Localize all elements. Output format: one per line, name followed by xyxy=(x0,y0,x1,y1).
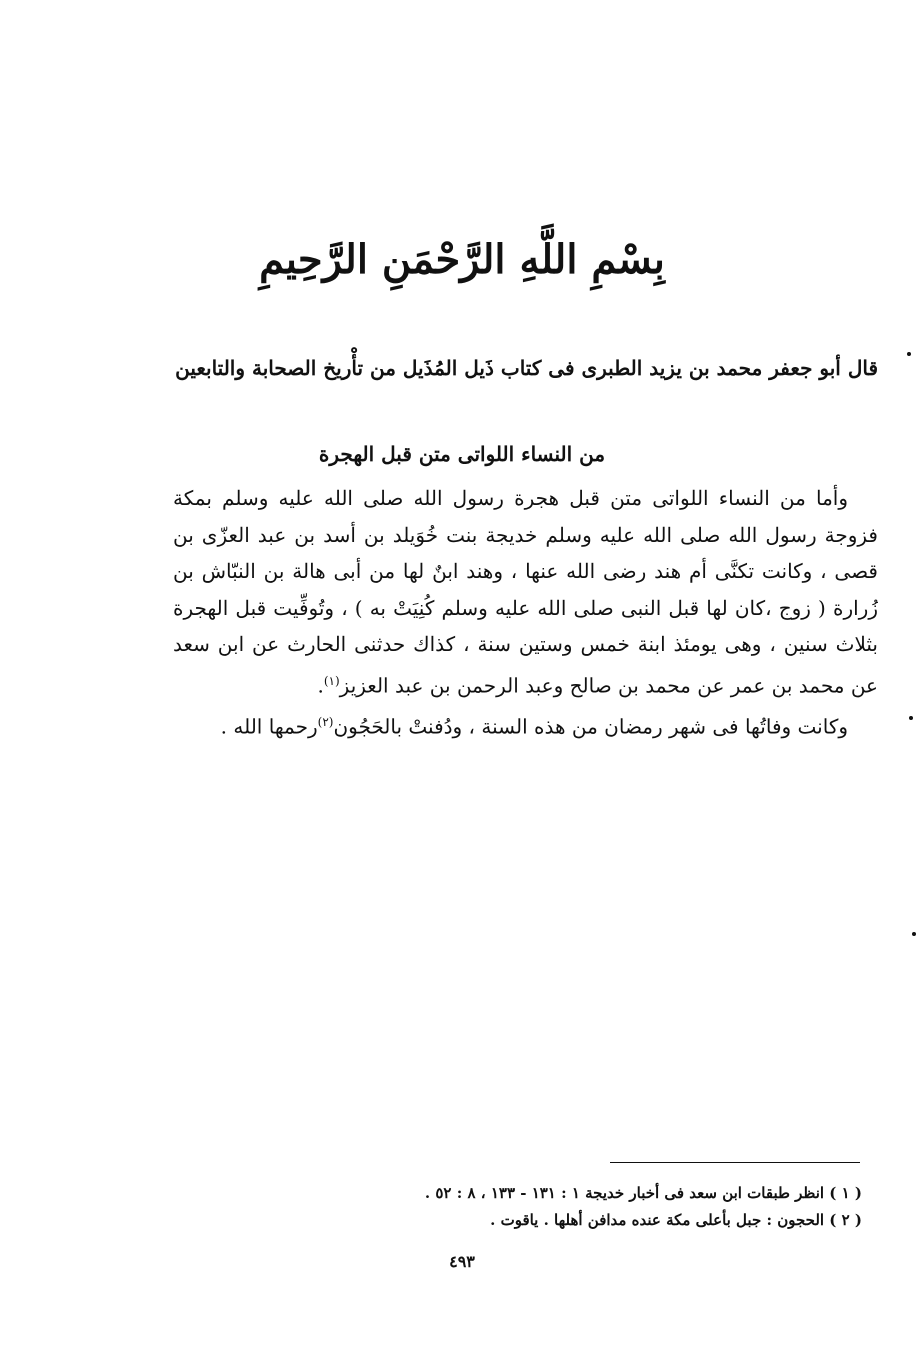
footnote-divider xyxy=(610,1162,860,1163)
footnote-reference[interactable]: (٢) xyxy=(317,715,334,730)
paragraph-text: وأما من النساء اللواتى متن قبل هجرة رسول الله صلى الله عليه وسلم بمكة فزوجة رسول الله صلى الله عليه وسلم خديجة بنت خُوَيلد بن أسد بن عبد العزّى بن قصى ، وكانت تكنَّى أم هند رضى الله عنها ، وهند ابنٌ لها من أبى هالة بن النبّاش بن زُرارة ( زوج ،كان لها قبل النبى صلى الله عليه وسلم كُنِيَتْ به ) ، وتُوفِّيت قبل الهجرة بثلاث سنين ، وهى يومئذ ابنة خمس وستين سنة ، كذاك حدثنى الحارث عن ابن سعد عن محمد بن عمر عن محمد بن صالح وعبد الرحمن بن عبد العزيز xyxy=(173,486,878,698)
margin-mark xyxy=(912,932,916,936)
footnote-item: ( ١ ) انظر طبقات ابن سعد فى أخبار خديجة ١ : ١٣١ - ١٣٣ ، ٨ : ٥٢ . xyxy=(424,1184,862,1202)
main-text xyxy=(173,480,878,745)
intro-paragraph: قال أبو جعفر محمد بن يزيد الطبرى فى كتاب ذَيل المُذَيل من تأْريخ الصحابة والتابعين xyxy=(175,356,878,380)
margin-mark xyxy=(909,716,913,720)
footnote-item: ( ٢ ) الحجون : جبل بأعلى مكة عنده مدافن أهلها . ياقوت . xyxy=(490,1211,862,1229)
paragraph-end: رحمها الله . xyxy=(220,714,318,739)
page-number: ٤٩٣ xyxy=(449,1252,475,1271)
section-title: من النساء اللواتى متن قبل الهجرة xyxy=(318,442,606,466)
body-paragraph xyxy=(173,480,878,704)
basmala-heading: بِسْمِ اللَّهِ الرَّحْمَنِ الرَّحِيمِ xyxy=(259,236,665,283)
paragraph-text: وكانت وفاتُها فى شهر رمضان من هذه السنة ، ودُفنتْ بالحَجُون xyxy=(333,714,848,739)
footnote-reference[interactable]: (١) xyxy=(323,673,340,688)
margin-mark xyxy=(907,352,911,356)
body-paragraph xyxy=(173,704,878,745)
paragraph-end: . xyxy=(317,673,324,698)
footnotes xyxy=(242,1180,862,1234)
